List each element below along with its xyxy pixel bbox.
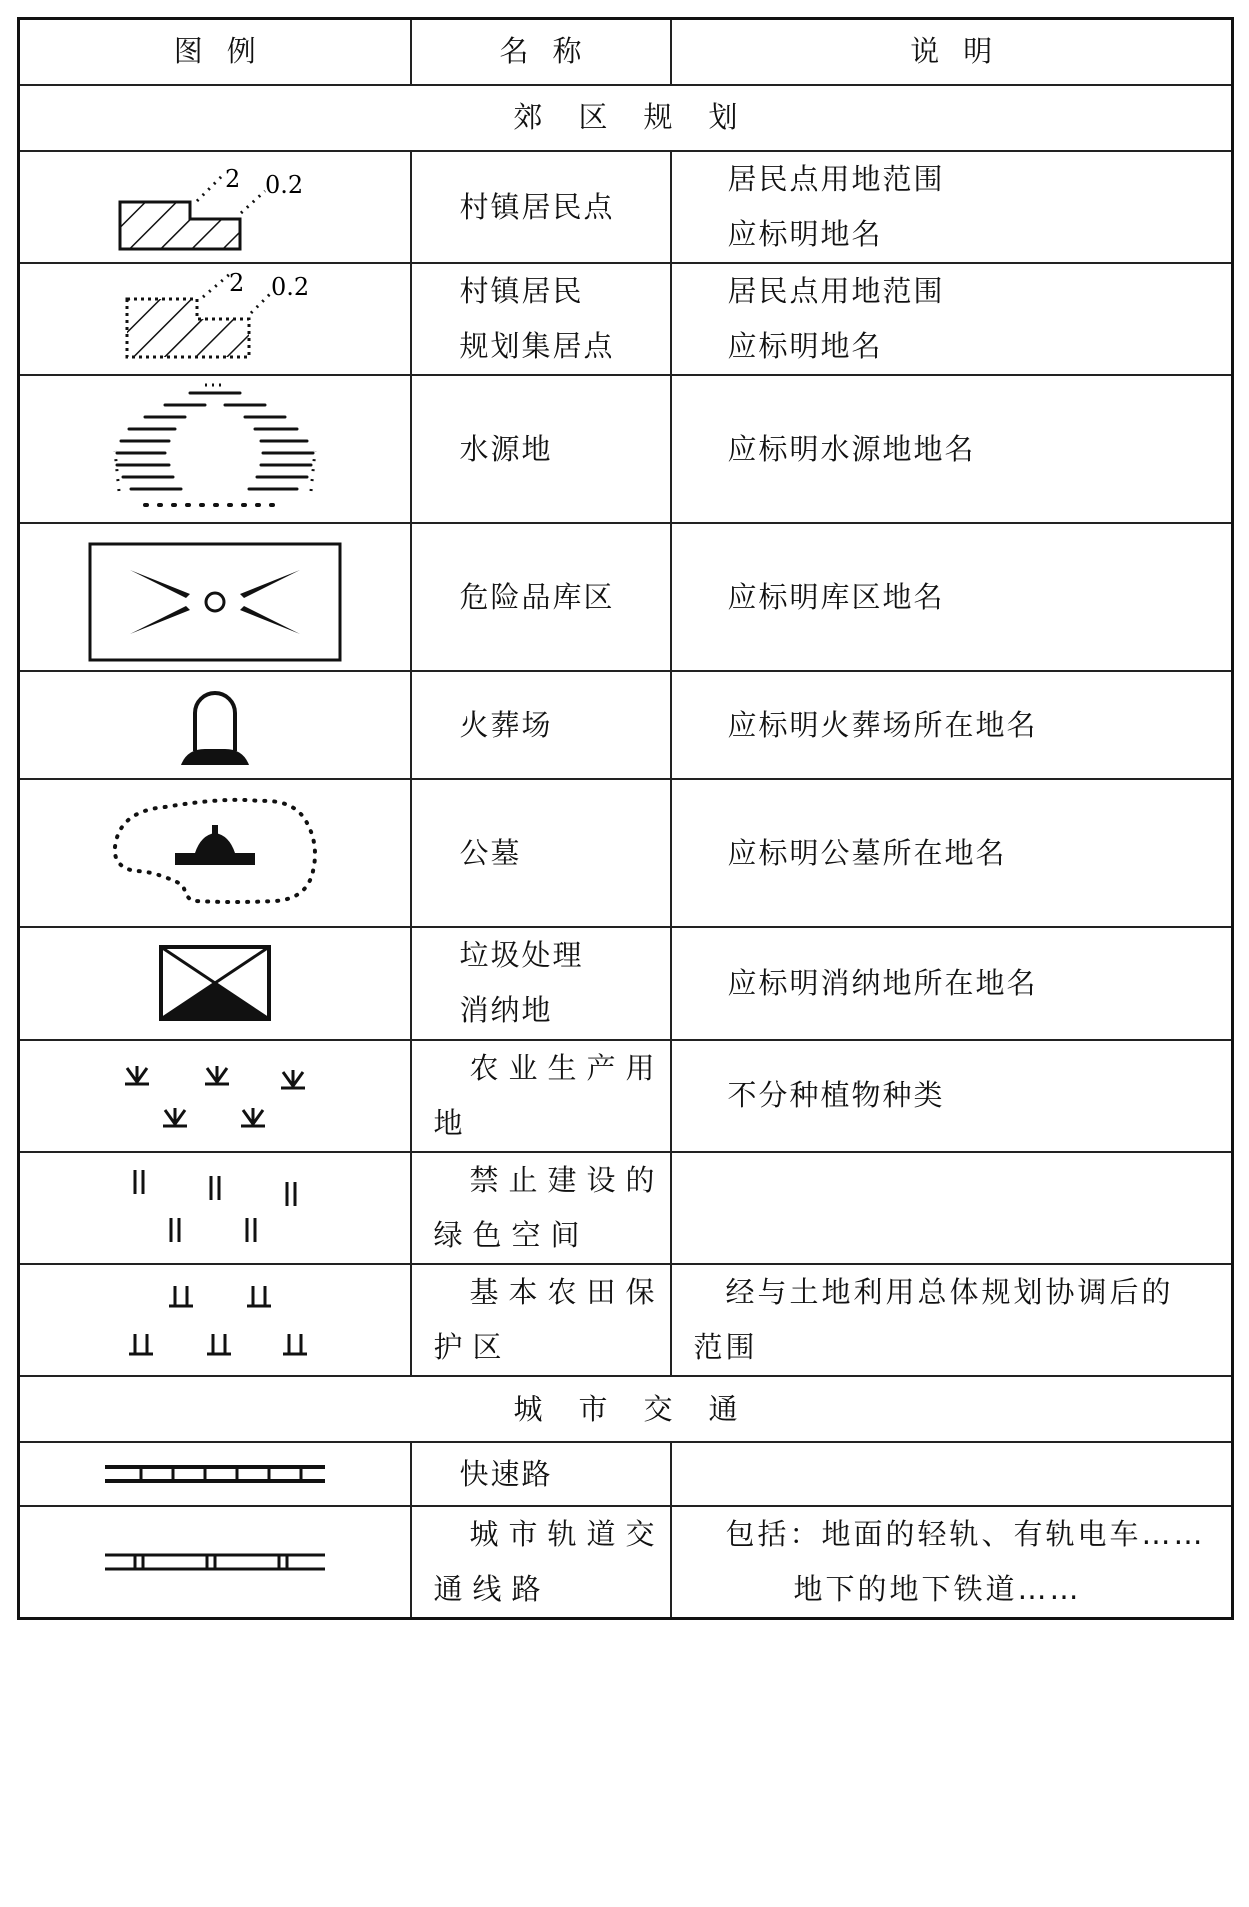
description-cell: 不分种植物种类	[671, 1040, 1233, 1152]
symbol-cell	[19, 263, 411, 375]
rail-transit-icon	[95, 1547, 335, 1577]
name-cell: 基本农田保 护区	[411, 1264, 671, 1376]
description-cell: 应标明库区地名	[671, 523, 1233, 671]
symbol-cell	[19, 1442, 411, 1506]
description-cell: 应标明消纳地所在地名	[671, 927, 1233, 1039]
legend-table	[17, 17, 1234, 1620]
table-row	[19, 1040, 1233, 1152]
name-cell: 快速路	[411, 1442, 671, 1506]
symbol-cell	[19, 1264, 411, 1376]
description-cell: 应标明公墓所在地名	[671, 779, 1233, 927]
water-source-icon	[85, 381, 345, 517]
table-row	[19, 671, 1233, 779]
expressway-icon	[95, 1459, 335, 1489]
planned-settlement-icon	[65, 269, 365, 369]
table-row	[19, 375, 1233, 523]
cemetery-icon	[95, 789, 335, 917]
header-name: 名称	[411, 19, 671, 86]
description-cell: 经与土地利用总体规划协调后的 范围	[671, 1264, 1233, 1376]
description-cell: 居民点用地范围 应标明地名	[671, 263, 1233, 375]
green-space-icon	[95, 1160, 335, 1256]
symbol-cell	[19, 151, 411, 263]
table-row	[19, 779, 1233, 927]
table-row	[19, 1264, 1233, 1376]
table-row	[19, 1442, 1233, 1506]
dim-label-2: 2	[224, 165, 241, 194]
table-row	[19, 1506, 1233, 1619]
dim-label-02: 0.2	[264, 171, 303, 200]
symbol-cell	[19, 1040, 411, 1152]
symbol-cell	[19, 671, 411, 779]
name-cell: 村镇居民点	[411, 151, 671, 263]
description-cell: 居民点用地范围 应标明地名	[671, 151, 1233, 263]
name-cell: 农业生产用 地	[411, 1040, 671, 1152]
section-row	[19, 85, 1233, 151]
crematorium-icon	[165, 677, 265, 773]
dim-label-2: 2	[228, 269, 245, 298]
header-row	[19, 19, 1233, 86]
dim-label-02: 0.2	[270, 273, 309, 302]
hazardous-storage-icon	[80, 532, 350, 662]
name-cell: 城市轨道交 通线路	[411, 1506, 671, 1619]
name-cell: 垃圾处理 消纳地	[411, 927, 671, 1039]
symbol-cell	[19, 927, 411, 1039]
name-cell: 村镇居民 规划集居点	[411, 263, 671, 375]
table-row	[19, 263, 1233, 375]
header-symbol: 图例	[19, 19, 411, 86]
symbol-cell	[19, 523, 411, 671]
description-cell	[671, 1442, 1233, 1506]
section-row	[19, 1376, 1233, 1442]
table-row	[19, 151, 1233, 263]
village-settlement-icon	[65, 157, 365, 257]
name-cell: 公墓	[411, 779, 671, 927]
table-row	[19, 1152, 1233, 1264]
waste-disposal-icon	[155, 941, 275, 1025]
symbol-cell	[19, 1152, 411, 1264]
description-cell: 应标明火葬场所在地名	[671, 671, 1233, 779]
symbol-cell	[19, 1506, 411, 1619]
symbol-cell	[19, 779, 411, 927]
name-cell: 禁止建设的 绿色空间	[411, 1152, 671, 1264]
section-title-suburban: 郊区规划	[19, 85, 1233, 151]
section-title-traffic: 城市交通	[19, 1376, 1233, 1442]
name-cell: 水源地	[411, 375, 671, 523]
farmland-icon	[95, 1048, 335, 1144]
basic-farmland-icon	[95, 1272, 335, 1368]
table-row	[19, 523, 1233, 671]
name-cell: 危险品库区	[411, 523, 671, 671]
table-row	[19, 927, 1233, 1039]
name-cell: 火葬场	[411, 671, 671, 779]
description-cell: 应标明水源地地名	[671, 375, 1233, 523]
header-description: 说明	[671, 19, 1233, 86]
description-cell	[671, 1152, 1233, 1264]
symbol-cell	[19, 375, 411, 523]
description-cell: 包括：地面的轻轨、有轨电车…… 地下的地下铁道……	[671, 1506, 1233, 1619]
